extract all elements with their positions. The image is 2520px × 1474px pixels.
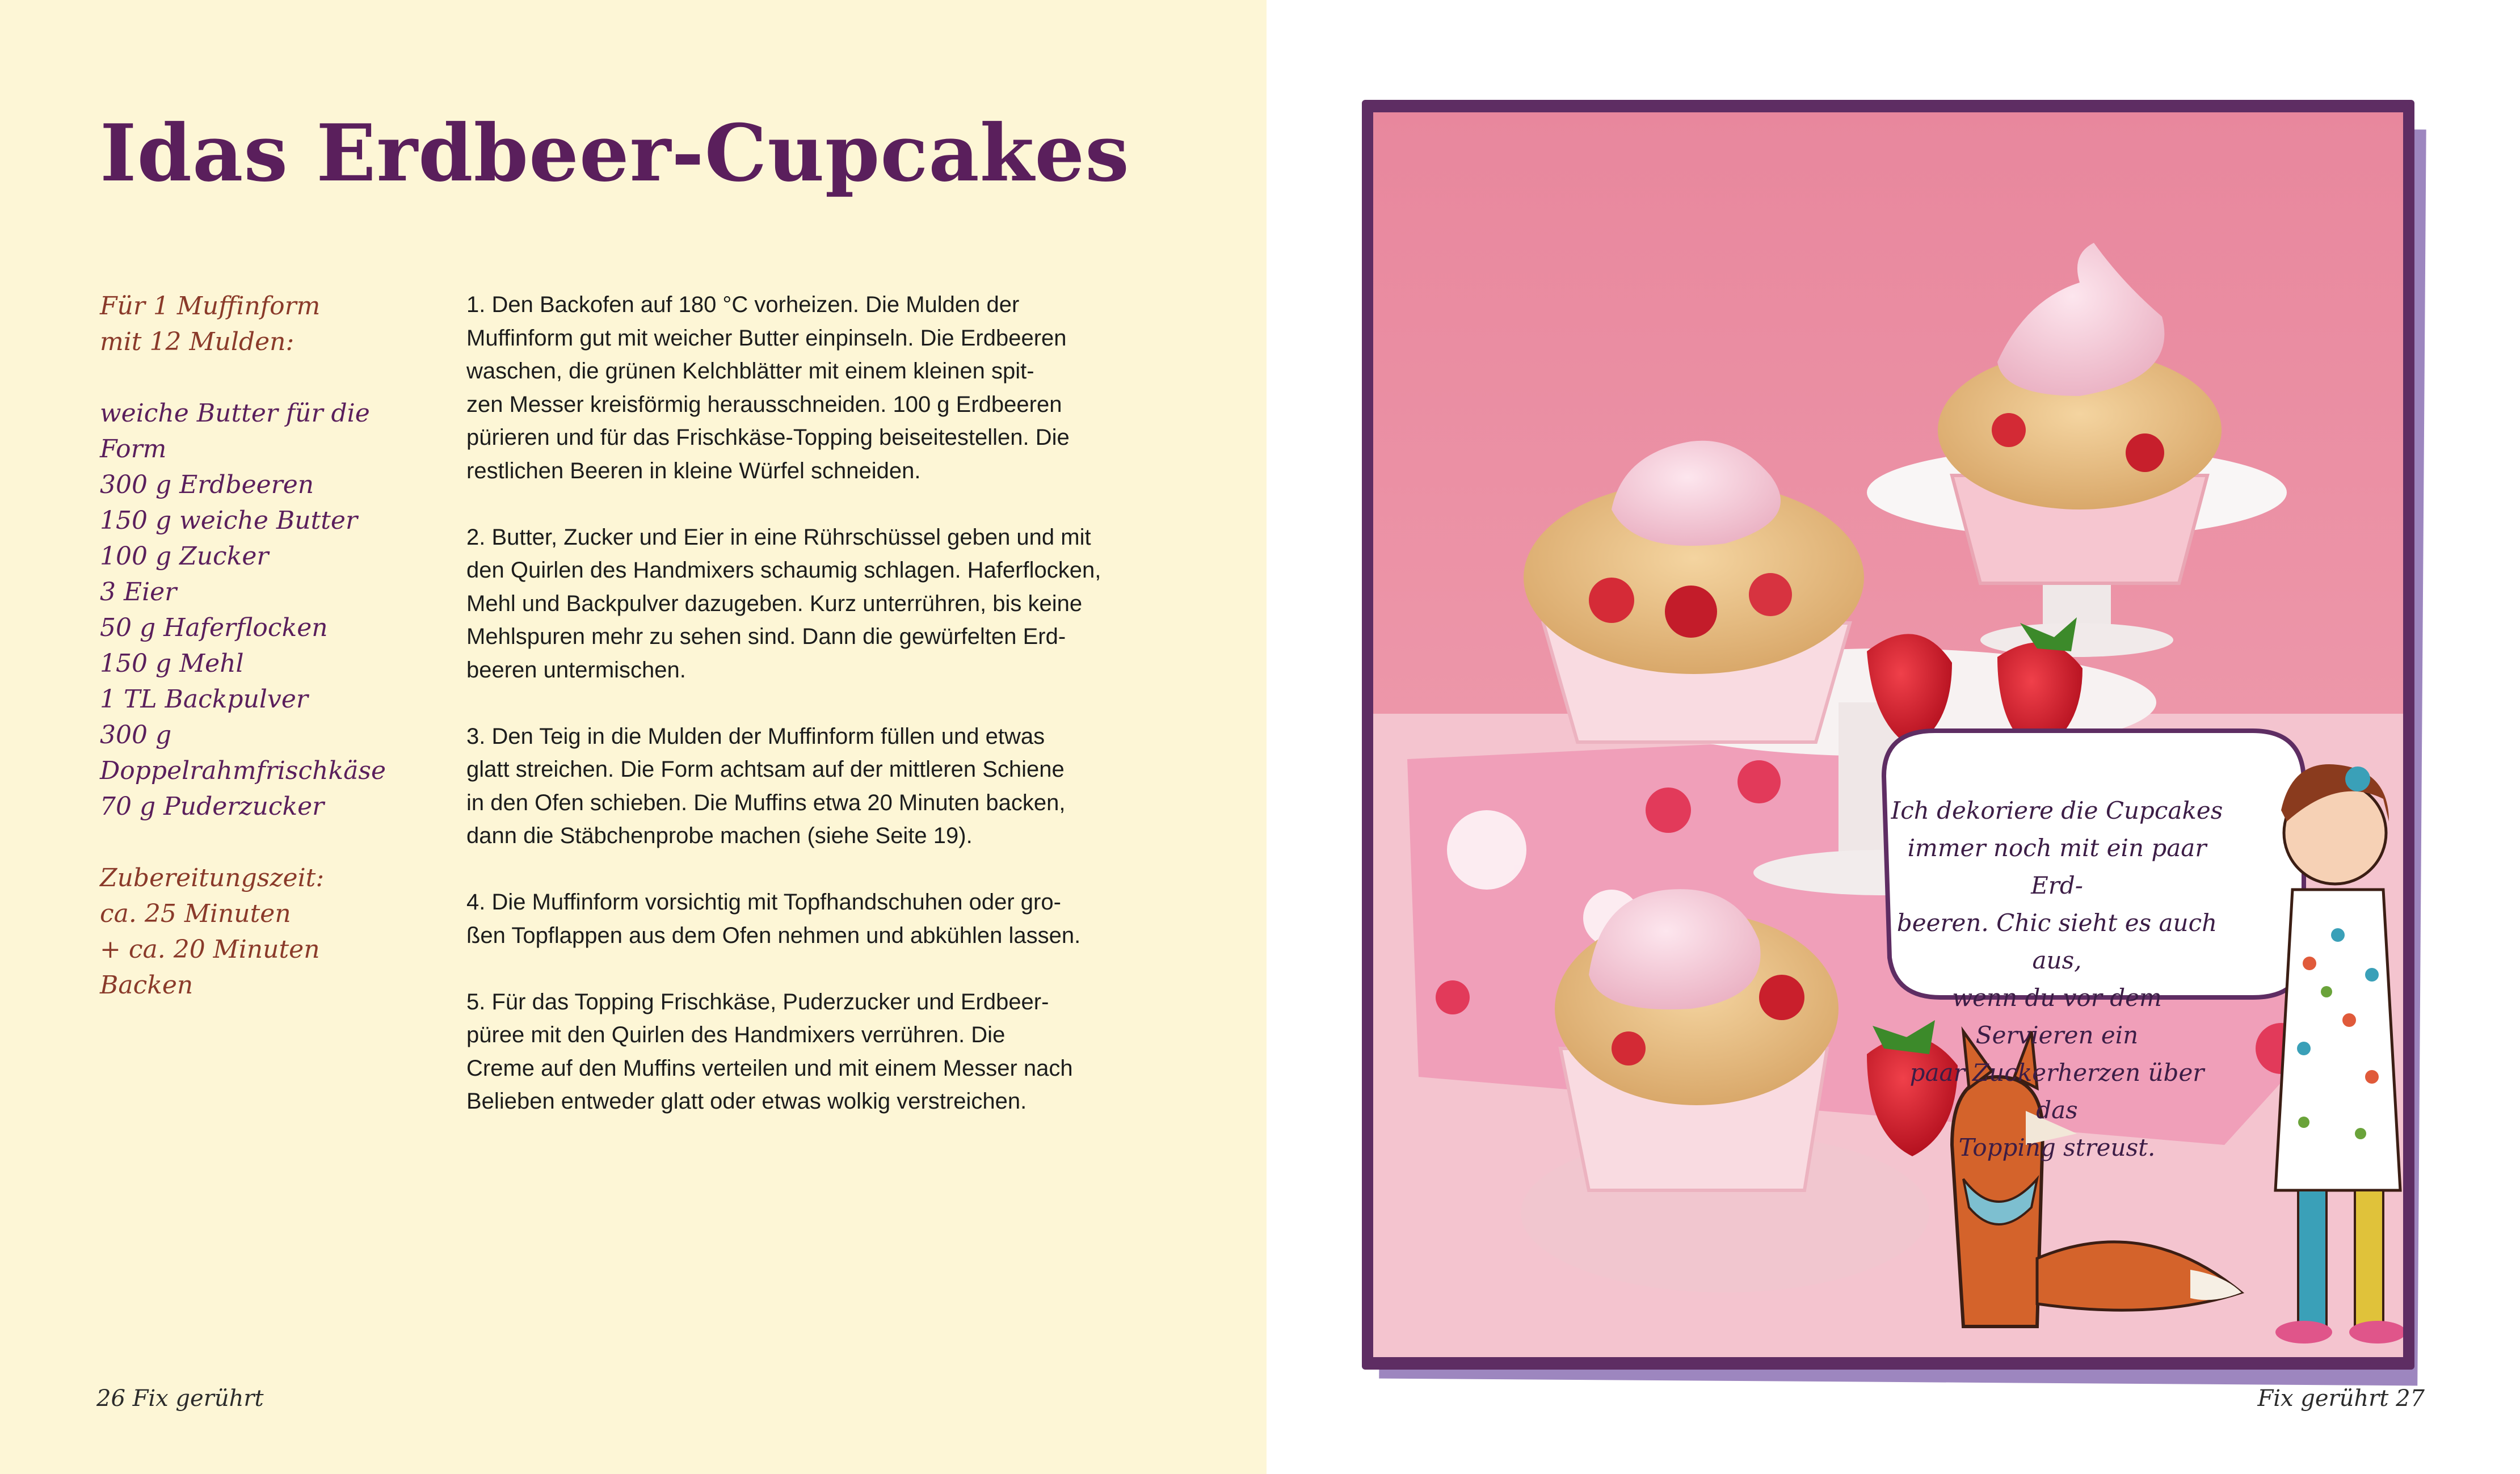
cupcake-photo [1373,112,2403,1357]
ingredient-item: 300 g Doppelrahmfrischkäse [100,721,386,785]
cupcake-illustration [1373,112,2403,1357]
page-title: Idas Erdbeer-Cupcakes [100,107,1130,199]
ingredient-item: 70 g Puderzucker [100,792,325,821]
prep-time-line-2: + ca. 20 Minuten Backen [100,935,320,1000]
yield-line-2: mit 12 Mulden: [100,327,295,356]
ingredient-item: 1 TL Backpulver [100,685,308,714]
ingredient-item: 100 g Zucker [100,542,269,571]
instruction-step: 3. Den Teig in die Mulden der Muffinform füllen und etwas glatt streichen. Die Form achtsam auf der mittleren Schiene in den Ofen schieben. Die Muffins etwa 20 Minuten backen, dann die Stäbchenprobe machen (siehe Seite 19). [466,723,1066,848]
ingredient-item: 3 Eier [100,578,177,607]
instructions [466,288,1176,1151]
instruction-step: 4. Die Muffinform vorsichtig mit Topfhandschuhen oder gro- ßen Topflappen aus dem Ofen nehmen und abkühlen lassen. [466,890,1081,948]
prep-time-line-1: ca. 25 Minuten [100,899,291,928]
page-footer-right: Fix gerührt 27 [2257,1385,2425,1412]
page-footer-left: 26 Fix gerührt [96,1385,264,1412]
prep-time-label: Zubereitungszeit: [100,864,325,892]
ingredient-item: weiche Butter für die Form [100,399,370,464]
yield-line-1: Für 1 Muffinform [100,292,321,321]
ingredient-item: 50 g Haferflocken [100,613,328,642]
ingredients-sidebar [100,288,418,1003]
ingredient-item: 150 g Mehl [100,649,244,678]
instruction-step: 2. Butter, Zucker und Eier in eine Rührschüssel geben und mit den Quirlen des Handmixers schaumig schlagen. Haferflocken, Mehl und Backpulver dazugeben. Kurz unterrühren, bis keine Mehlspuren mehr zu sehen sind. Dann die gewürfelten Erd- beeren untermischen. [466,524,1101,683]
ingredient-item: 300 g Erdbeeren [100,470,314,499]
speech-bubble-text: Ich dekoriere die Cupcakes immer noch mit ein paar Erd- beeren. Chic sieht es auch aus, wenn du vor dem Servieren ein paar Zuckerherzen über das Topping streust. [1891,797,2223,1161]
instruction-step: 1. Den Backofen auf 180 °C vorheizen. Die Mulden der Muffinform gut mit weicher Butter einpinseln. Die Erdbeeren waschen, die grünen Kelchblätter mit einem kleinen spit- zen Messer kreisförmig herausschneiden. 100 g Erdbeeren pürieren und für das Frischkäse-Topping beiseitestellen. Die restlichen Beeren in kleine Würfel schneiden. [466,292,1070,483]
instruction-step: 5. Für das Topping Frischkäse, Puderzucker und Erdbeer- püree mit den Quirlen des Handmixers verrühren. Die Creme auf den Muffins verteilen und mit einem Messer nach Belieben entweder glatt oder etwas wolkig verstreichen. [466,989,1073,1114]
ingredient-item: 150 g weiche Butter [100,506,358,535]
